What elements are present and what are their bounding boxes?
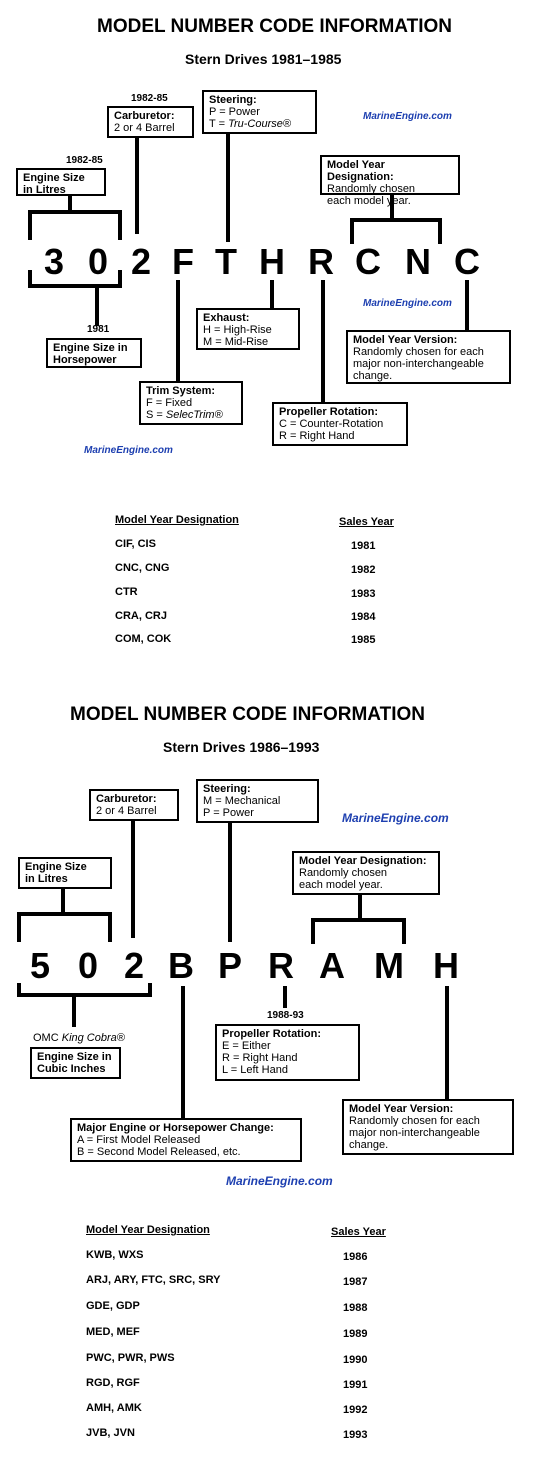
engine-hp-head: Engine Size in [53, 342, 128, 354]
model-year-version-box [346, 330, 511, 384]
engine-litres2-line: in Litres [25, 873, 68, 885]
myv2-head: Model Year Version: [349, 1103, 454, 1115]
table1-col1-header: Model Year Designation [115, 514, 239, 526]
prop-line-1: C = Counter-Rotation [279, 418, 384, 430]
myv2-line-2: major non-interchangeable [349, 1127, 480, 1139]
steering2-box [196, 779, 319, 823]
code2-char-6: R [268, 945, 294, 986]
watermark-5: MarineEngine.com [226, 1174, 333, 1188]
carburetor-head: Carburetor: [114, 110, 175, 122]
myv-head: Model Year Version: [353, 334, 458, 346]
table2-row4-designation: MED, MEF [86, 1326, 140, 1338]
engine-ci-box [30, 1047, 121, 1079]
prop2-note: 1988-93 [267, 1010, 304, 1021]
major-change-head: Major Engine or Horsepower Change: [77, 1122, 274, 1134]
exhaust-line-2: M = Mid-Rise [203, 336, 269, 348]
engine-ci-head: Engine Size in [37, 1051, 112, 1063]
table1-row5-year: 1985 [351, 634, 376, 646]
myd2-head: Model Year Designation: [299, 855, 427, 867]
steering-box [202, 90, 317, 134]
code-char-6: H [259, 241, 285, 282]
trim-box [139, 381, 243, 425]
carburetor2-box [89, 789, 179, 821]
section2-title: MODEL NUMBER CODE INFORMATION [70, 704, 426, 725]
table2-row7-year: 1992 [343, 1404, 368, 1416]
engine-litres-box [16, 168, 106, 196]
carburetor-box [107, 106, 194, 138]
code2-char-2: 0 [78, 945, 99, 986]
myv-line-3: change. [353, 370, 393, 382]
exhaust-head: Exhaust: [203, 312, 250, 324]
table2-row3-designation: GDE, GDP [86, 1300, 140, 1312]
prop-line-2: R = Right Hand [279, 430, 355, 442]
table2-col1-header: Model Year Designation [86, 1224, 210, 1236]
engine-litres-head: Engine Size [23, 172, 85, 184]
table1-row3-year: 1983 [351, 588, 376, 600]
watermark-2: MarineEngine.com [363, 298, 452, 309]
watermark-1: MarineEngine.com [363, 111, 452, 122]
prop2-line-1: E = Either [222, 1040, 271, 1052]
table1-row3-designation: CTR [115, 586, 138, 598]
table2-row6-designation: RGD, RGF [86, 1377, 140, 1389]
code2-char-4: B [168, 945, 194, 986]
prop-rotation2-box [215, 1024, 360, 1081]
model-year-version2-box [342, 1099, 514, 1155]
myv-line-1: Randomly chosen for each [353, 346, 484, 358]
table2-row1-designation: KWB, WXS [86, 1249, 144, 1261]
carburetor2-head: Carburetor: [96, 793, 157, 805]
code2-char-9: H [433, 945, 459, 986]
table1-row2-year: 1982 [351, 564, 376, 576]
myv2-line-1: Randomly chosen for each [349, 1115, 480, 1127]
watermark-3: MarineEngine.com [84, 445, 173, 456]
myv2-line-3: change. [349, 1139, 389, 1151]
myd-head: Model Year Designation: [327, 159, 394, 183]
table2-row2-designation: ARJ, ARY, FTC, SRC, SRY [86, 1274, 221, 1286]
table1-row4-designation: CRA, CRJ [115, 610, 167, 622]
engine-hp-line: Horsepower [53, 354, 117, 366]
table2-row4-year: 1989 [343, 1328, 368, 1340]
model-year-designation-box [320, 155, 460, 207]
code-char-9: N [405, 241, 431, 282]
table1-row1-designation: CIF, CIS [115, 538, 156, 550]
table1-row1-year: 1981 [351, 540, 376, 552]
code2-char-7: A [319, 945, 345, 986]
table1-col2-header: Sales Year [339, 516, 394, 528]
model-year-designation2-box [292, 851, 440, 895]
section2-subtitle: Stern Drives 1986–1993 [163, 739, 320, 755]
engine-hp-note: 1981 [87, 324, 110, 335]
trim-head: Trim System: [146, 385, 216, 397]
table2-row6-year: 1991 [343, 1379, 368, 1391]
prop2-line-3: L = Left Hand [222, 1064, 288, 1076]
code2-char-1: 5 [30, 945, 51, 986]
myv-line-2: major non-interchangeable [353, 358, 484, 370]
exhaust-line-1: H = High-Rise [203, 324, 272, 336]
engine-litres-line: in Litres [23, 184, 66, 196]
myd-line-1: Randomly chosen [327, 183, 416, 195]
carburetor-line: 2 or 4 Barrel [114, 122, 175, 134]
steering-head: Steering: [209, 94, 257, 106]
code2-char-5: P [218, 945, 243, 986]
section1-subtitle: Stern Drives 1981–1985 [185, 51, 342, 67]
major-change-line-1: A = First Model Released [77, 1134, 201, 1146]
steering2-line-1: M = Mechanical [203, 795, 281, 807]
table2-row1-year: 1986 [343, 1251, 368, 1263]
table2-row5-designation: PWC, PWR, PWS [86, 1352, 175, 1364]
prop2-head: Propeller Rotation: [222, 1028, 322, 1040]
engine-litres-note: 1982-85 [66, 155, 103, 166]
prop-head: Propeller Rotation: [279, 406, 379, 418]
major-change-box [70, 1118, 302, 1162]
table2-row8-year: 1993 [343, 1429, 368, 1441]
steering-line-2: T = Tru-Course® [209, 118, 291, 130]
code-char-10: C [454, 241, 480, 282]
myd2-line-2: each model year. [299, 879, 383, 891]
prop2-line-2: R = Right Hand [222, 1052, 298, 1064]
table2-row8-designation: JVB, JVN [86, 1427, 135, 1439]
exhaust-box [196, 308, 300, 350]
table2-col2-header: Sales Year [331, 1226, 386, 1238]
code-char-1: 3 [44, 241, 65, 282]
code-char-2: 0 [88, 241, 109, 282]
steering2-line-2: P = Power [203, 807, 254, 819]
trim-line-1: F = Fixed [146, 397, 193, 409]
engine-hp-box [46, 338, 142, 368]
table1-row5-designation: COM, COK [115, 633, 172, 645]
table2-row3-year: 1988 [343, 1302, 368, 1314]
table1-row2-designation: CNC, CNG [115, 562, 170, 574]
prop-rotation-box [272, 402, 408, 446]
table2-row7-designation: AMH, AMK [86, 1402, 142, 1414]
code2-char-3: 2 [124, 945, 145, 986]
carburetor-note: 1982-85 [131, 93, 168, 104]
myd-line-2: each model year. [327, 195, 411, 207]
code2-char-8: M [374, 945, 404, 986]
code-char-5: T [215, 241, 237, 282]
engine-ci-line: Cubic Inches [37, 1063, 106, 1075]
table1-row4-year: 1984 [351, 611, 376, 623]
section1-title: MODEL NUMBER CODE INFORMATION [97, 16, 453, 37]
watermark-4: MarineEngine.com [342, 811, 449, 825]
carburetor2-line: 2 or 4 Barrel [96, 805, 157, 817]
engine-litres2-head: Engine Size [25, 861, 87, 873]
code-char-4: F [172, 241, 194, 282]
steering-line-1: P = Power [209, 106, 260, 118]
major-change-line-2: B = Second Model Released, etc. [77, 1146, 241, 1158]
myd2-line-1: Randomly chosen [299, 867, 388, 879]
code-char-3: 2 [131, 241, 152, 282]
code-char-7: R [308, 241, 334, 282]
table2-row5-year: 1990 [343, 1354, 368, 1366]
trim-line-2: S = SelecTrim® [146, 409, 223, 421]
code-char-8: C [355, 241, 381, 282]
engine-litres2-box [18, 857, 112, 889]
engine-ci-note: OMC King Cobra® [33, 1032, 125, 1044]
steering2-head: Steering: [203, 783, 251, 795]
table2-row2-year: 1987 [343, 1276, 368, 1288]
